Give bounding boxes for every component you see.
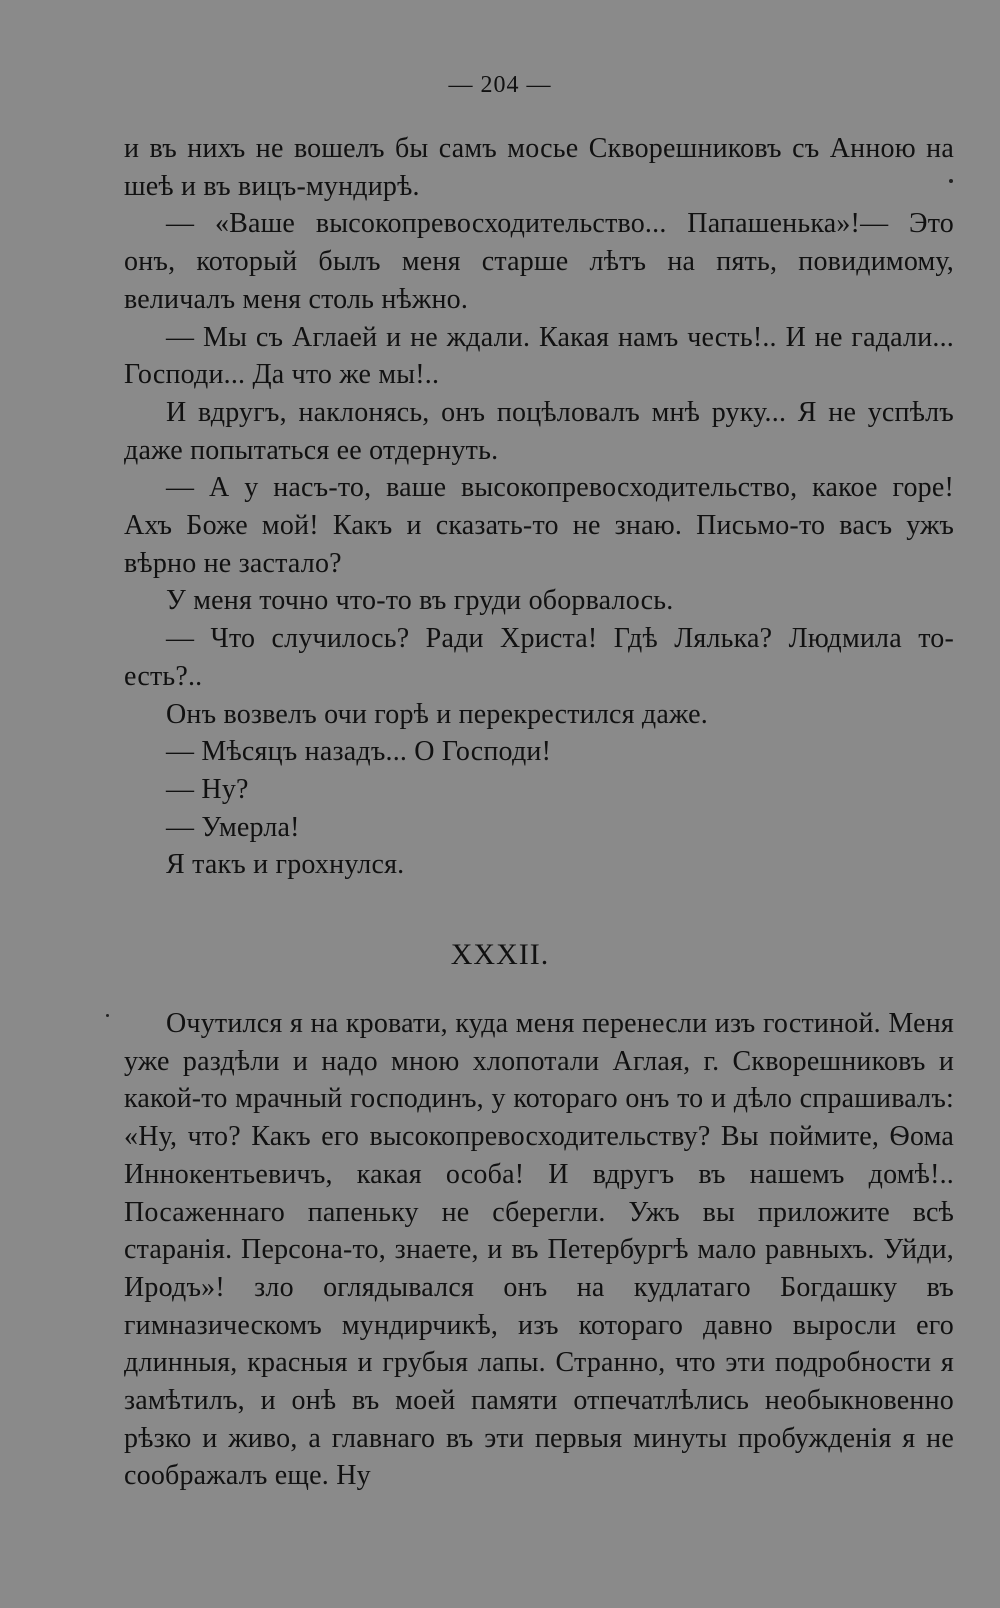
ink-speck bbox=[106, 1014, 109, 1017]
paragraph: — Мы съ Аглаей и не ждали. Какая намъ честь!.. И не гадали... Господи... Да что же мы!.. bbox=[124, 321, 954, 391]
paragraph: и въ нихъ не вошелъ бы самъ мосье Скворешниковъ съ Анною на шеѣ и въ вицъ-мундирѣ. bbox=[124, 133, 954, 202]
paragraph: Онъ возвелъ очи горѣ и перекрестился даже. bbox=[166, 698, 708, 730]
top-text-block bbox=[124, 130, 954, 884]
paragraph: У меня точно что-то въ груди оборвалось. bbox=[166, 585, 674, 617]
paragraph: Очутился я на кровати, куда меня перенесли изъ гостиной. Меня уже раздѣли и надо мною хлопотали Аглая, г. Скворешниковъ и какой-то мрачный господинъ, у котораго онъ то и дѣло спрашивалъ: «Ну, что? Какъ его высокопревосходительству? Вы поймите, Ѳома Иннокентьевичъ, какая особа! И вдругъ въ нашемъ домѣ!.. Посаженнаго папеньку не сберегли. Ужъ вы приложите всѣ старанія. Персона-то, знаете, и въ Петербургѣ мало равныхъ. Уйди, Иродъ»! зло оглядывался онъ на кудлатаго Богдашку въ гимназическомъ мундирчикѣ, изъ котораго давно выросли его длинныя, красныя и грубыя лапы. Странно, что эти подробности я замѣтилъ, и онѣ въ моей памяти отпечатлѣлись необыкновенно рѣзко и живо, а главнаго въ эти первыя минуты пробужденія я не соображалъ еще. Ну bbox=[124, 1008, 954, 1492]
paragraph: — «Ваше высокопревосходительство... Папашенька»!— Это онъ, который былъ меня старше лѣтъ на пять, повидимому, величалъ меня столь нѣжно. bbox=[124, 208, 954, 315]
paragraph: — А у насъ-то, ваше высокопревосходительство, какое горе! Ахъ Боже мой! Какъ и сказать-то не знаю. Письмо-то васъ ужъ вѣрно не застало? bbox=[124, 472, 954, 579]
paragraph: — Ну? bbox=[166, 773, 249, 805]
chapter-heading: XXXII. bbox=[450, 938, 550, 971]
paragraph: Я такъ и грохнулся. bbox=[166, 849, 405, 881]
paragraph: — Мѣсяцъ назадъ... О Господи! bbox=[166, 736, 552, 768]
bottom-text-block bbox=[124, 1005, 954, 1495]
page-number: — 204 — bbox=[448, 72, 552, 98]
paragraph: — Умерла! bbox=[166, 811, 300, 843]
ink-speck bbox=[949, 179, 953, 183]
paragraph: — Что случилось? Ради Христа! Гдѣ Лялька? Людмила то-есть?.. bbox=[124, 623, 954, 692]
paragraph: И вдругъ, наклонясь, онъ поцѣловалъ мнѣ руку... Я не успѣлъ даже попытаться ее отдернуть. bbox=[124, 396, 954, 466]
